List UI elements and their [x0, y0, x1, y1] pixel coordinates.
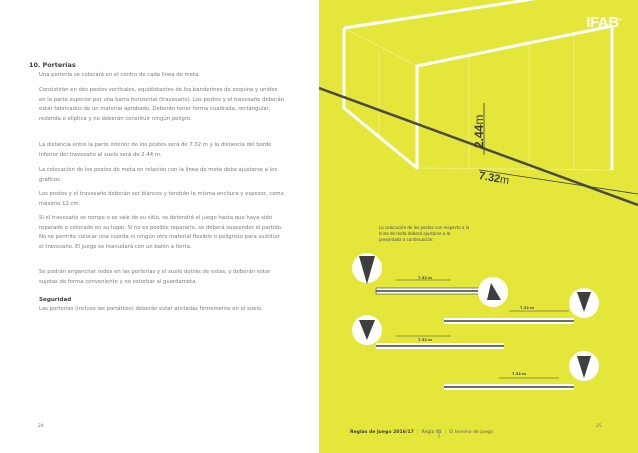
goal-width-unit: m	[499, 173, 511, 188]
paragraph-4: La colocación de los postes de meta en relación con la línea de meta debe ajustarse a los gráficos.	[39, 167, 278, 183]
post-diagram-1	[352, 253, 508, 307]
goal-illustration	[319, 0, 638, 453]
diagram-2-width-label: 7.32 m	[520, 306, 534, 310]
page-number-left: 24	[38, 424, 44, 429]
logo-text: IFAB	[586, 14, 619, 31]
paragraph-1: Una portería se colocará en el centro de cada línea de meta.	[39, 72, 200, 78]
ifab-logo	[586, 14, 621, 31]
safety-paragraph: Las porterías (incluso las portátiles) deberán estar ancladas firmemente en el suelo.	[39, 306, 263, 312]
section-title: 10. Porterías	[29, 61, 76, 69]
footer-topic: El terreno de juego	[449, 430, 494, 435]
page-number-right: 25	[596, 424, 602, 429]
paragraph-5: Los postes y el travesaño deberán ser blancos y tendrán la misma anchura y espesor, como máximo 12 cm.	[39, 191, 284, 207]
footer-title: Reglas de Juego 2016/17	[350, 430, 414, 435]
diagram-caption: La colocación de los postes con respecto a la línea de meta deberá ajustarse a la presentada a continuación:	[379, 225, 470, 243]
diagram-1-width-label: 7.32 m	[418, 276, 432, 280]
goal-height-value: 2.44	[472, 124, 486, 148]
paragraph-3: La distancia entre la parte interior de los postes será de 7.32 m y la distancia del borde inferior del travesaño al suelo será de 2.44 m.	[39, 142, 272, 158]
paragraph-2: Consistirán en dos postes verticales, equidistantes de los banderines de esquina y unidos en la parte superior por una barra horizontal (travesaño). Los postes y el travesaño deberán estar fabricados de un material aprobado. Deberán tener forma cuadrada, rectangular, redonda o elíptica y no deberán constituir ningún peligro.	[39, 87, 285, 122]
goal-net	[344, 28, 612, 170]
diagram-3-width-label: 7.32 m	[418, 338, 432, 342]
paragraph-7: Se podrán enganchar redes en las porterías y el suelo detrás de estas, y deberán estar sujetas de forma conveniente y no estorbar al guardameta.	[39, 269, 271, 285]
page-footer: Reglas de Juego 2016/17 | Regla 01 | El terreno de juego	[350, 430, 494, 435]
logo-registered-mark: ®	[618, 17, 621, 22]
post-diagram-4	[444, 351, 599, 390]
paragraph-6: Si el travesaño se rompe o se sale de su sitio, se detendrá el juego hasta que haya sido reparado o colocado en su lugar. Si no es posible repararlo, se deberá suspender el partido. No se permite colocar una cuerda ni ningún otro material flexible o peligroso para sustituir el travesaño. El juego se reanudará con un balón a tierra.	[39, 215, 283, 250]
goal-height-label	[472, 115, 486, 148]
goal-height-unit: m	[472, 114, 486, 125]
diagram-4-width-label: 7.32 m	[512, 372, 526, 376]
footer-rule: Regla 01	[421, 430, 442, 435]
safety-subheading: Seguridad	[39, 297, 72, 303]
goal-width-value: 7.32	[477, 170, 502, 186]
